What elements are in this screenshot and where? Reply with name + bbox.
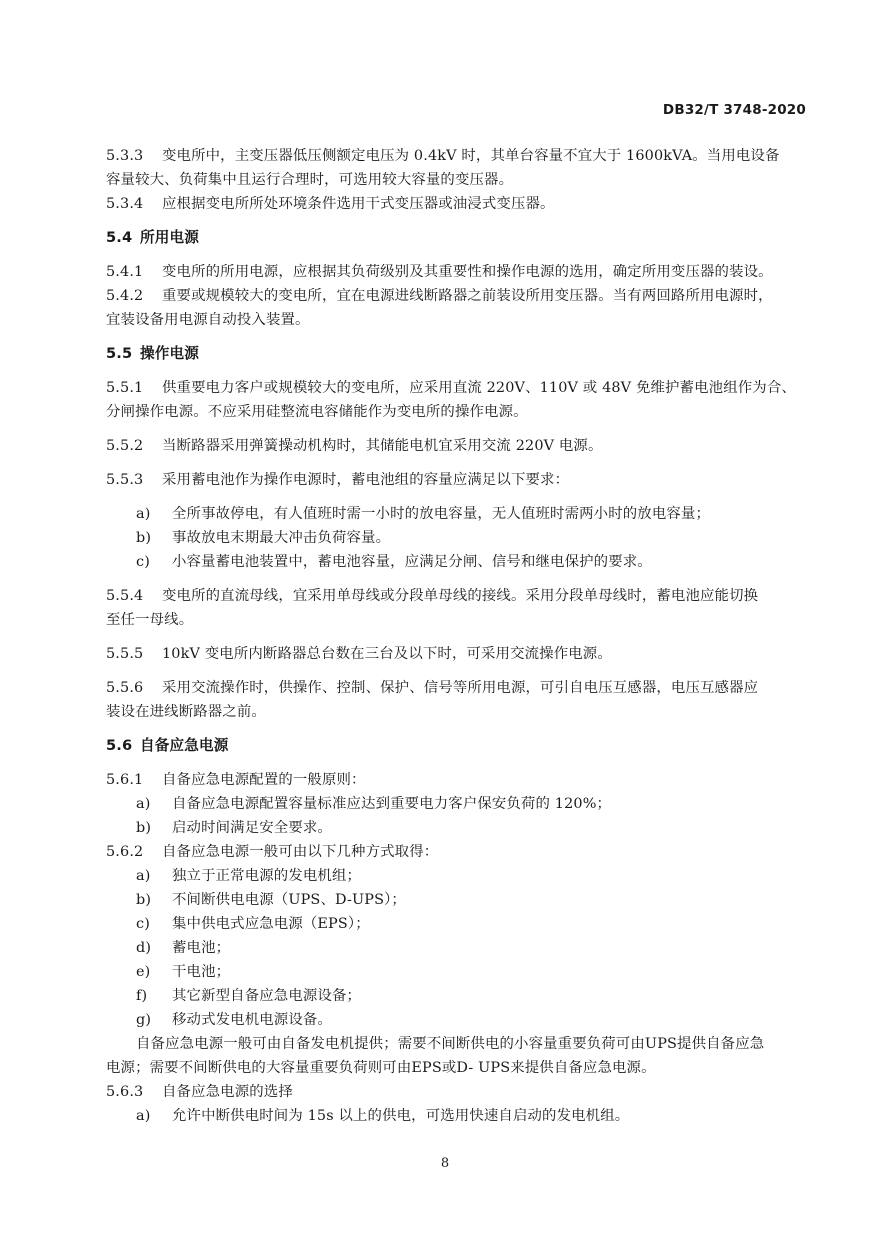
list-item [106,502,806,526]
list-item [106,550,806,574]
clause-line [106,168,806,192]
clause-text: 应根据变电所所处环境条件选用干式变压器或油浸式变压器。 [162,196,555,212]
clause-number: 5.3.4 [106,196,144,212]
item-marker: b) [136,820,152,836]
item-marker: g) [136,1012,152,1028]
clause-text: 自备应急电源一般可由以下几种方式取得： [162,844,439,860]
paragraph-text: 电源；需要不间断供电的大容量重要负荷则可由EPS或D- UPS来提供自备应急电源。 [106,1060,656,1076]
item-text: 启动时间满足安全要求。 [172,820,332,836]
clause-text: 自备应急电源配置的一般原则： [162,772,366,788]
item-marker: c) [136,916,150,932]
section-number: 5.4 [106,229,133,246]
clause-number: 5.4.1 [106,264,144,280]
item-text: 事故放电末期最大冲击负荷容量。 [172,530,391,546]
list-item [106,912,806,936]
clause-number: 5.5.3 [106,472,144,488]
clause-line [106,1080,806,1104]
clause-number: 5.6.1 [106,772,144,788]
clause-text: 变电所中，主变压器低压侧额定电压为 0.4kV 时，其单台容量不宜大于 1600kVA。当用电设备 [162,148,780,164]
clause-line [106,608,806,632]
section-number: 5.5 [106,345,133,362]
item-text: 小容量蓄电池装置中，蓄电池容量，应满足分闸、信号和继电保护的要求。 [172,554,652,570]
section-title: 所用电源 [140,229,199,246]
clause-line [106,700,806,724]
item-marker: d) [136,940,152,956]
section-heading [106,734,806,758]
clause-text: 装设在进线断路器之前。 [106,704,266,720]
paragraph-line [106,1056,806,1080]
item-text: 集中供电式应急电源（EPS）； [172,916,370,932]
section-heading [106,226,806,250]
clause-text: 变电所的所用电源，应根据其负荷级别及其重要性和操作电源的选用，确定所用变压器的装设。 [162,264,773,280]
list-item [106,1104,806,1128]
clause-text: 自备应急电源的选择 [162,1084,293,1100]
clause-line [106,642,806,666]
item-text: 允许中断供电时间为 15s 以上的供电，可选用快速自启动的发电机组。 [172,1108,630,1124]
item-text: 移动式发电机电源设备。 [172,1012,332,1028]
item-marker: f) [136,988,148,1004]
page-number: 8 [440,1156,450,1171]
document-body [106,144,806,1128]
clause-line [106,676,806,700]
clause-text: 至任一母线。 [106,612,194,628]
list-item [106,984,806,1008]
section-title: 操作电源 [140,345,199,362]
clause-text: 供重要电力客户或规模较大的变电所，应采用直流 220V、110V 或 48V 免维护蓄电池组作为合、 [162,380,796,396]
clause-text: 重要或规模较大的变电所，宜在电源进线断路器之前装设所用变压器。当有两回路所用电源时， [162,288,773,304]
list-item [106,864,806,888]
section-title: 自备应急电源 [140,737,229,754]
clause-line [106,584,806,608]
list-item [106,888,806,912]
section-number: 5.6 [106,737,133,754]
clause-line [106,468,806,492]
clause-number: 5.3.3 [106,148,144,164]
list-item [106,936,806,960]
clause-line [106,192,806,216]
clause-text: 当断路器采用弹簧操动机构时，其储能电机宜采用交流 220V 电源。 [162,438,603,454]
list-item [106,960,806,984]
item-marker: b) [136,530,152,546]
item-text: 不间断供电电源（UPS、D-UPS）； [172,892,406,908]
item-marker: e) [136,964,151,980]
item-text: 蓄电池； [172,940,231,956]
clause-number: 5.4.2 [106,288,144,304]
item-marker: c) [136,554,150,570]
clause-number: 5.5.2 [106,438,144,454]
item-text: 干电池； [172,964,231,980]
list-item [106,1008,806,1032]
clause-line [106,308,806,332]
item-marker: a) [136,506,151,522]
item-marker: a) [136,1108,151,1124]
clause-line [106,434,806,458]
clause-number: 5.5.4 [106,588,144,604]
list-item [106,526,806,550]
clause-number: 5.5.1 [106,380,144,396]
clause-text: 采用交流操作时，供操作、控制、保护、信号等所用电源，可引自电压互感器，电压互感器应 [162,680,759,696]
clause-text: 变电所的直流母线，宜采用单母线或分段单母线的接线。采用分段单母线时，蓄电池应能切换 [162,588,759,604]
item-marker: a) [136,796,151,812]
clause-line [106,400,806,424]
clause-text: 采用蓄电池作为操作电源时，蓄电池组的容量应满足以下要求： [162,472,570,488]
clause-number: 5.6.3 [106,1084,144,1100]
clause-line [106,144,806,168]
item-text: 其它新型自备应急电源设备； [172,988,362,1004]
clause-text: 分闸操作电源。不应采用硅整流电容储能作为变电所的操作电源。 [106,404,528,420]
clause-text: 宜装设备用电源自动投入装置。 [106,312,310,328]
item-text: 全所事故停电，有人值班时需一小时的放电容量，无人值班时需两小时的放电容量； [172,506,711,522]
clause-line [106,840,806,864]
clause-line [106,376,806,400]
paragraph-text: 自备应急电源一般可由自备发电机提供；需要不间断供电的小容量重要负荷可由UPS提供自备应急 [136,1036,765,1052]
clause-number: 5.5.6 [106,680,144,696]
document-code: DB32/T 3748-2020 [662,102,806,118]
clause-number: 5.6.2 [106,844,144,860]
clause-text: 容量较大、负荷集中且运行合理时，可选用较大容量的变压器。 [106,172,514,188]
item-marker: b) [136,892,152,908]
clause-line [106,260,806,284]
clause-line [106,768,806,792]
list-item [106,792,806,816]
clause-text: 10kV 变电所内断路器总台数在三台及以下时，可采用交流操作电源。 [162,646,612,662]
list-item [106,816,806,840]
section-heading [106,342,806,366]
clause-line [106,284,806,308]
clause-number: 5.5.5 [106,646,144,662]
paragraph-line [106,1032,806,1056]
item-marker: a) [136,868,151,884]
item-text: 独立于正常电源的发电机组； [172,868,362,884]
item-text: 自备应急电源配置容量标准应达到重要电力客户保安负荷的 120%； [172,796,612,812]
